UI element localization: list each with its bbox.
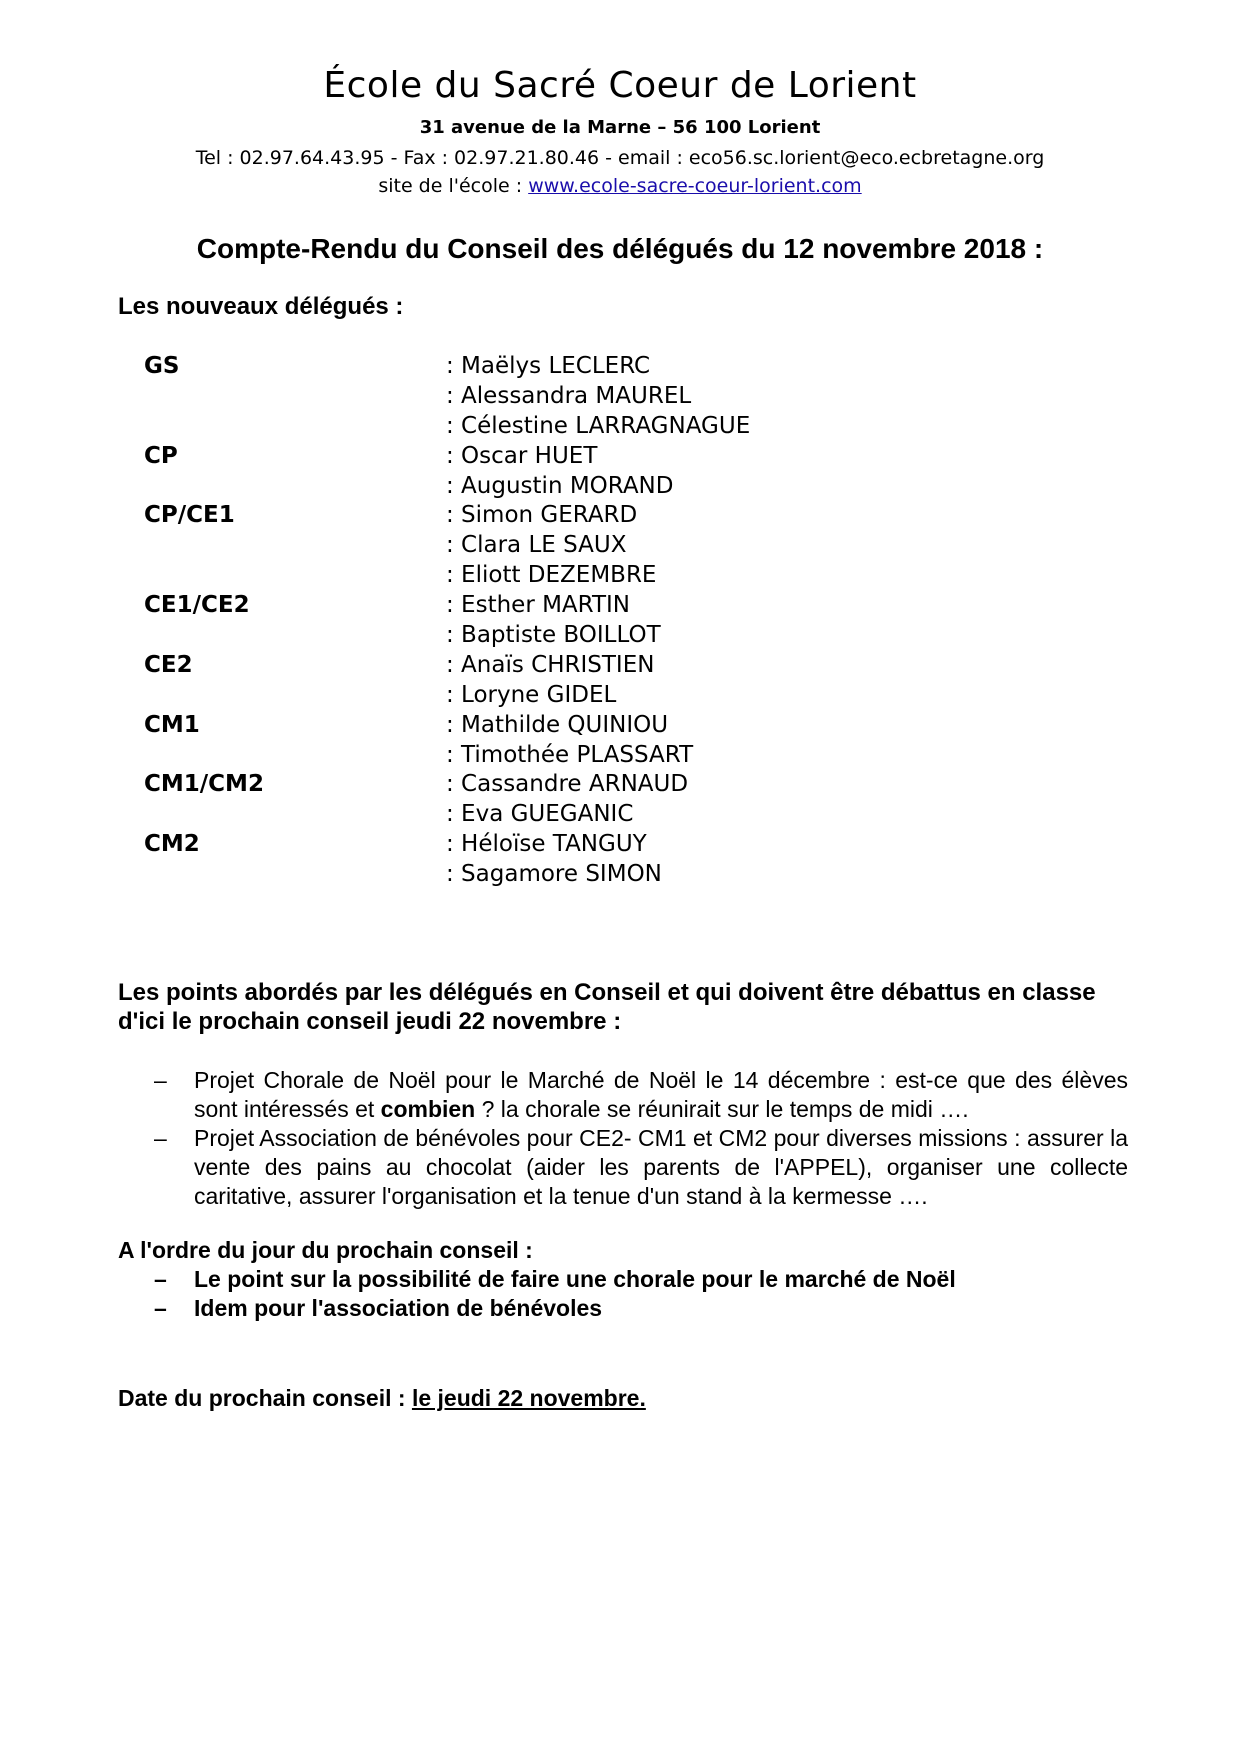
- delegate-name: : Clara LE SAUX: [446, 532, 627, 559]
- delegate-name: : Oscar HUET: [446, 442, 598, 469]
- delegate-row: [144, 621, 844, 651]
- delegate-row: [144, 770, 844, 800]
- agenda-item-text: Le point sur la possibilité de faire une chorale pour le marché de Noël: [194, 1266, 956, 1292]
- delegate-name: : Alessandra MAUREL: [446, 382, 692, 409]
- agenda-item: [118, 1294, 1128, 1323]
- delegate-name: : Eliott DEZEMBRE: [446, 562, 657, 589]
- bullet-dash: –: [154, 1266, 167, 1292]
- delegate-row: [144, 531, 844, 561]
- agenda-section: [118, 1236, 1128, 1323]
- delegate-class: GS: [144, 353, 180, 379]
- delegate-row: [144, 382, 844, 412]
- point-emphasis: combien: [380, 1096, 476, 1122]
- site-label: site de l'école :: [378, 175, 529, 197]
- delegate-class: CM1/CM2: [144, 771, 264, 798]
- delegate-name: : Eva GUEGANIC: [446, 801, 634, 828]
- delegate-name: : Esther MARTIN: [446, 592, 631, 619]
- delegate-class: CE2: [144, 651, 193, 678]
- school-name: École du Sacré Coeur de Lorient: [323, 65, 917, 106]
- delegate-name: : Cassandre ARNAUD: [446, 771, 689, 798]
- points-list: [118, 1066, 1128, 1211]
- delegates-heading: Les nouveaux délégués :: [118, 293, 404, 320]
- agenda-item-text: Idem pour l'association de bénévoles: [194, 1295, 603, 1321]
- point-text: Projet Chorale de Noël pour le Marché de Noël le 14 décembre : est-ce que des élèves sont intéressés et: [194, 1067, 1128, 1122]
- delegates-list: [144, 352, 844, 890]
- delegate-name: : Héloïse TANGUY: [446, 831, 647, 858]
- delegate-row: [144, 561, 844, 591]
- next-meeting-date: le jeudi 22 novembre.: [411, 1385, 646, 1411]
- bullet-dash: –: [154, 1125, 167, 1151]
- site-link[interactable]: www.ecole-sacre-coeur-lorient.com: [528, 175, 862, 197]
- bullet-dash: –: [154, 1295, 167, 1321]
- delegate-name: : Timothée PLASSART: [446, 741, 694, 768]
- delegate-class: CM2: [144, 831, 200, 858]
- delegate-row: [144, 830, 844, 860]
- school-site-line: [0, 174, 1240, 198]
- point-text: ? la chorale se réunirait sur le temps de midi ….: [475, 1096, 969, 1122]
- delegate-row: [144, 501, 844, 531]
- point-text: Projet Association de bénévoles pour CE2- CM1 et CM2 pour diverses missions : assurer la vente des pains au chocolat (aider les parents de l'APPEL), organiser une collecte caritative, assurer l'organisation et la tenue d'un stand à la kermesse ….: [194, 1125, 1128, 1209]
- delegate-name: : Anaïs CHRISTIEN: [446, 651, 655, 678]
- delegate-row: [144, 651, 844, 681]
- delegate-class: CE1/CE2: [144, 592, 250, 619]
- document-title: Compte-Rendu du Conseil des délégués du 12 novembre 2018 :: [196, 233, 1044, 264]
- delegate-row: [144, 412, 844, 442]
- delegate-name: : Loryne GIDEL: [446, 681, 617, 708]
- delegate-name: : Sagamore SIMON: [446, 861, 662, 888]
- next-meeting-label: Date du prochain conseil :: [118, 1385, 412, 1411]
- delegate-row: [144, 352, 844, 382]
- delegate-name: : Simon GERARD: [446, 502, 638, 529]
- next-meeting: [118, 1384, 646, 1413]
- delegate-name: : Augustin MORAND: [446, 472, 674, 499]
- delegate-row: [144, 711, 844, 741]
- delegate-row: [144, 472, 844, 502]
- points-heading: Les points abordés par les délégués en Conseil et qui doivent être débattus en classe d'ici le prochain conseil jeudi 22 novembre :: [118, 979, 1096, 1035]
- delegate-row: [144, 442, 844, 472]
- delegate-class: CP/CE1: [144, 502, 235, 529]
- delegate-row: [144, 741, 844, 771]
- bullet-dash: –: [154, 1067, 167, 1093]
- agenda-heading: A l'ordre du jour du prochain conseil :: [118, 1237, 533, 1263]
- point-item: [118, 1066, 1128, 1124]
- delegate-class: CM1: [144, 711, 200, 738]
- delegate-row: [144, 681, 844, 711]
- delegate-row: [144, 860, 844, 890]
- delegate-name: : Célestine LARRAGNAGUE: [446, 412, 751, 439]
- delegate-name: : Maëlys LECLERC: [446, 353, 651, 379]
- delegate-name: : Mathilde QUINIOU: [446, 711, 669, 738]
- delegate-class: CP: [144, 442, 178, 469]
- delegate-row: [144, 800, 844, 830]
- agenda-item: [118, 1265, 1128, 1294]
- school-contact: Tel : 02.97.64.43.95 - Fax : 02.97.21.80.46 - email : eco56.sc.lorient@eco.ecbretagne.org: [195, 147, 1045, 169]
- delegate-row: [144, 591, 844, 621]
- point-item: [118, 1124, 1128, 1211]
- delegate-name: : Baptiste BOILLOT: [446, 622, 661, 649]
- school-address: 31 avenue de la Marne – 56 100 Lorient: [419, 117, 821, 138]
